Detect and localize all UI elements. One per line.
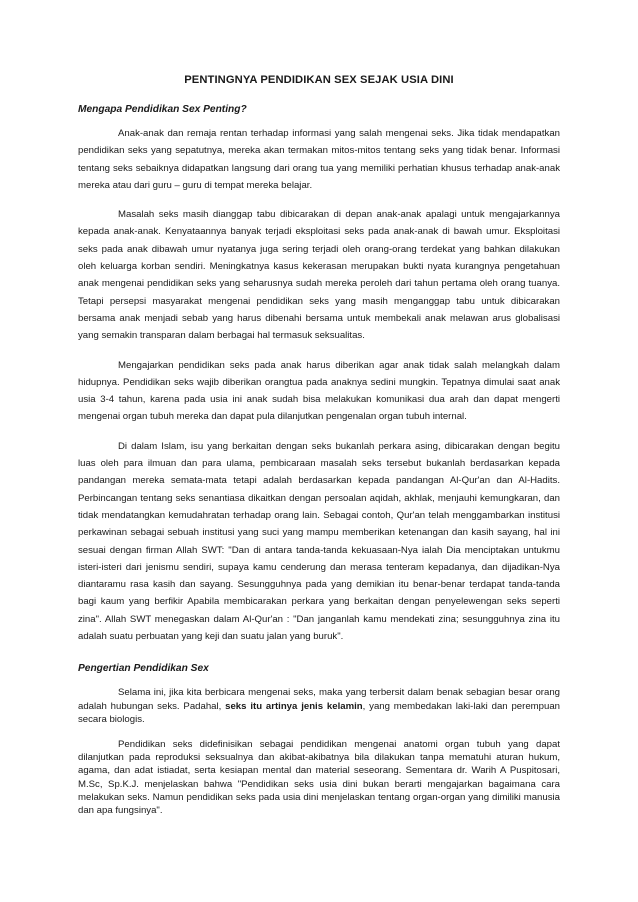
paragraph-5-text-start: Selama ini, jika kita berbicara mengenai seks, maka yang terbersit dalam benak sebagian besar orang adalah hubungan seks. Padahal, <box>78 687 560 712</box>
paragraph-1: Anak-anak dan remaja rentan terhadap informasi yang salah mengenai seks. Jika tidak mendapatkan pendidikan seks yang sepatutnya, mereka akan termakan mitos-mitos tentang seks yang tidak benar. Informasi tentang seks sebaiknya didapatkan langsung dari orang tua yang memiliki perhatian khusus terhadap anak-anak mereka atau dari guru – guru di tempat mereka belajar. <box>78 128 560 191</box>
section-heading-definition: Pengertian Pendidikan Sex <box>78 663 209 675</box>
paragraph-5 <box>78 686 560 726</box>
document-title: PENTINGNYA PENDIDIKAN SEX SEJAK USIA DINI <box>184 74 454 86</box>
paragraph-5-bold-phrase: seks itu artinya jenis kelamin <box>225 700 363 712</box>
paragraph-2: Masalah seks masih dianggap tabu dibicarakan di depan anak-anak apalagi untuk mengajarkannya kepada anak-anak. Kenyataannya banyak terjadi eksploitasi seks pada anak-anak di bawah umur. Eksploitasi seks pada anak dibawah umur nyatanya juga sering terjadi oleh orang-orang terdekat yang bahkan dilakukan oleh keluarga korban sendiri. Meningkatnya kasus kekerasan merupakan bukti nyata kurangnya pengetahuan anak mengenai pendidikan seks yang seharusnya sudah mereka peroleh dari tahun pertama oleh orang tuanya. Tetapi persepsi masyarakat mengenai pendidikan seks yang masih menganggap tabu untuk dibicarakan bersama anak menjadi sebab yang harus dibenahi bersama untuk membekali anak melawan arus globalisasi yang semakin transparan dalam berbagai hal termasuk seksualitas. <box>78 209 560 342</box>
paragraph-6: Pendidikan seks didefinisikan sebagai pendidikan mengenai anatomi organ tubuh yang dapat dilanjutkan pada reproduksi seksualnya dan akibat-akibatnya bila dilakukan tanpa mematuhi aturan hukum, agama, dan adat istiadat, serta kesiapan mental dan material seseorang. Sementara dr. Warih A Puspitosari, M.Sc, Sp.K.J. menjelaskan bahwa "Pendidikan seks usia dini bukan berarti mengajarkan bagaimana cara melakukan seks. Namun pendidikan seks pada usia dini menjelaskan tentang organ-organ yang dimiliki manusia dan apa fungsinya". <box>78 738 560 816</box>
paragraph-4: Di dalam Islam, isu yang berkaitan dengan seks bukanlah perkara asing, dibicarakan dengan begitu luas oleh para ilmuan dan para ulama, pembicaraan masalah seks tersebut bukanlah berdasarkan kepada pandangan mereka semata-mata tetapi adalah berdasarkan kepada pandangan Al-Qur'an dan Al-Hadits. Perbincangan tentang seks senantiasa dikaitkan dengan persoalan aqidah, akhlak, menjauhi kemungkaran, dan tidak mendatangkan kemudahratan terhadap orang lain. Sebagai contoh, Qur'an telah menggambarkan institusi perkawinan sebagai sebuah institusi yang suci yang mampu memberikan ketenangan dan kasih sayang, hal ini sesuai dengan firman Allah SWT: "Dan di antara tanda-tanda kekuasaan-Nya ialah Dia menciptakan untukmu isteri-isteri dari jenismu sendiri, supaya kamu cenderung dan merasa tenteram kepadanya, dan dijadikan-Nya diantaramu rasa kasih dan sayang. Sesungguhnya pada yang demikian itu benar-benar terdapat tanda-tanda bagi kaum yang berfikir Apabila membicarakan perkara yang berkaitan dengan penyelewengan seks seperti zina". Allah SWT menegaskan dalam Al-Qur'an : "Dan janganlah kamu mendekati zina; sesungguhnya zina itu adalah suatu perbuatan yang keji dan suatu jalan yang buruk". <box>78 440 560 643</box>
section-heading-why: Mengapa Pendidikan Sex Penting? <box>78 104 247 115</box>
paragraph-3: Mengajarkan pendidikan seks pada anak harus diberikan agar anak tidak salah melangkah dalam hidupnya. Pendidikan seks wajib diberikan orangtua pada anaknya sedini mungkin. Tepatnya dimulai saat anak usia 3-4 tahun, karena pada usia ini anak sudah bisa melakukan komunikasi dua arah dan dapat mengerti mengenai organ tubuh mereka dan dapat pula dilanjutkan pengenalan organ tubuh internal. <box>78 359 560 423</box>
paragraph-5-text-end: , yang membedakan laki-laki dan perempuan secara biologis. <box>78 700 560 725</box>
document-page <box>78 73 560 829</box>
